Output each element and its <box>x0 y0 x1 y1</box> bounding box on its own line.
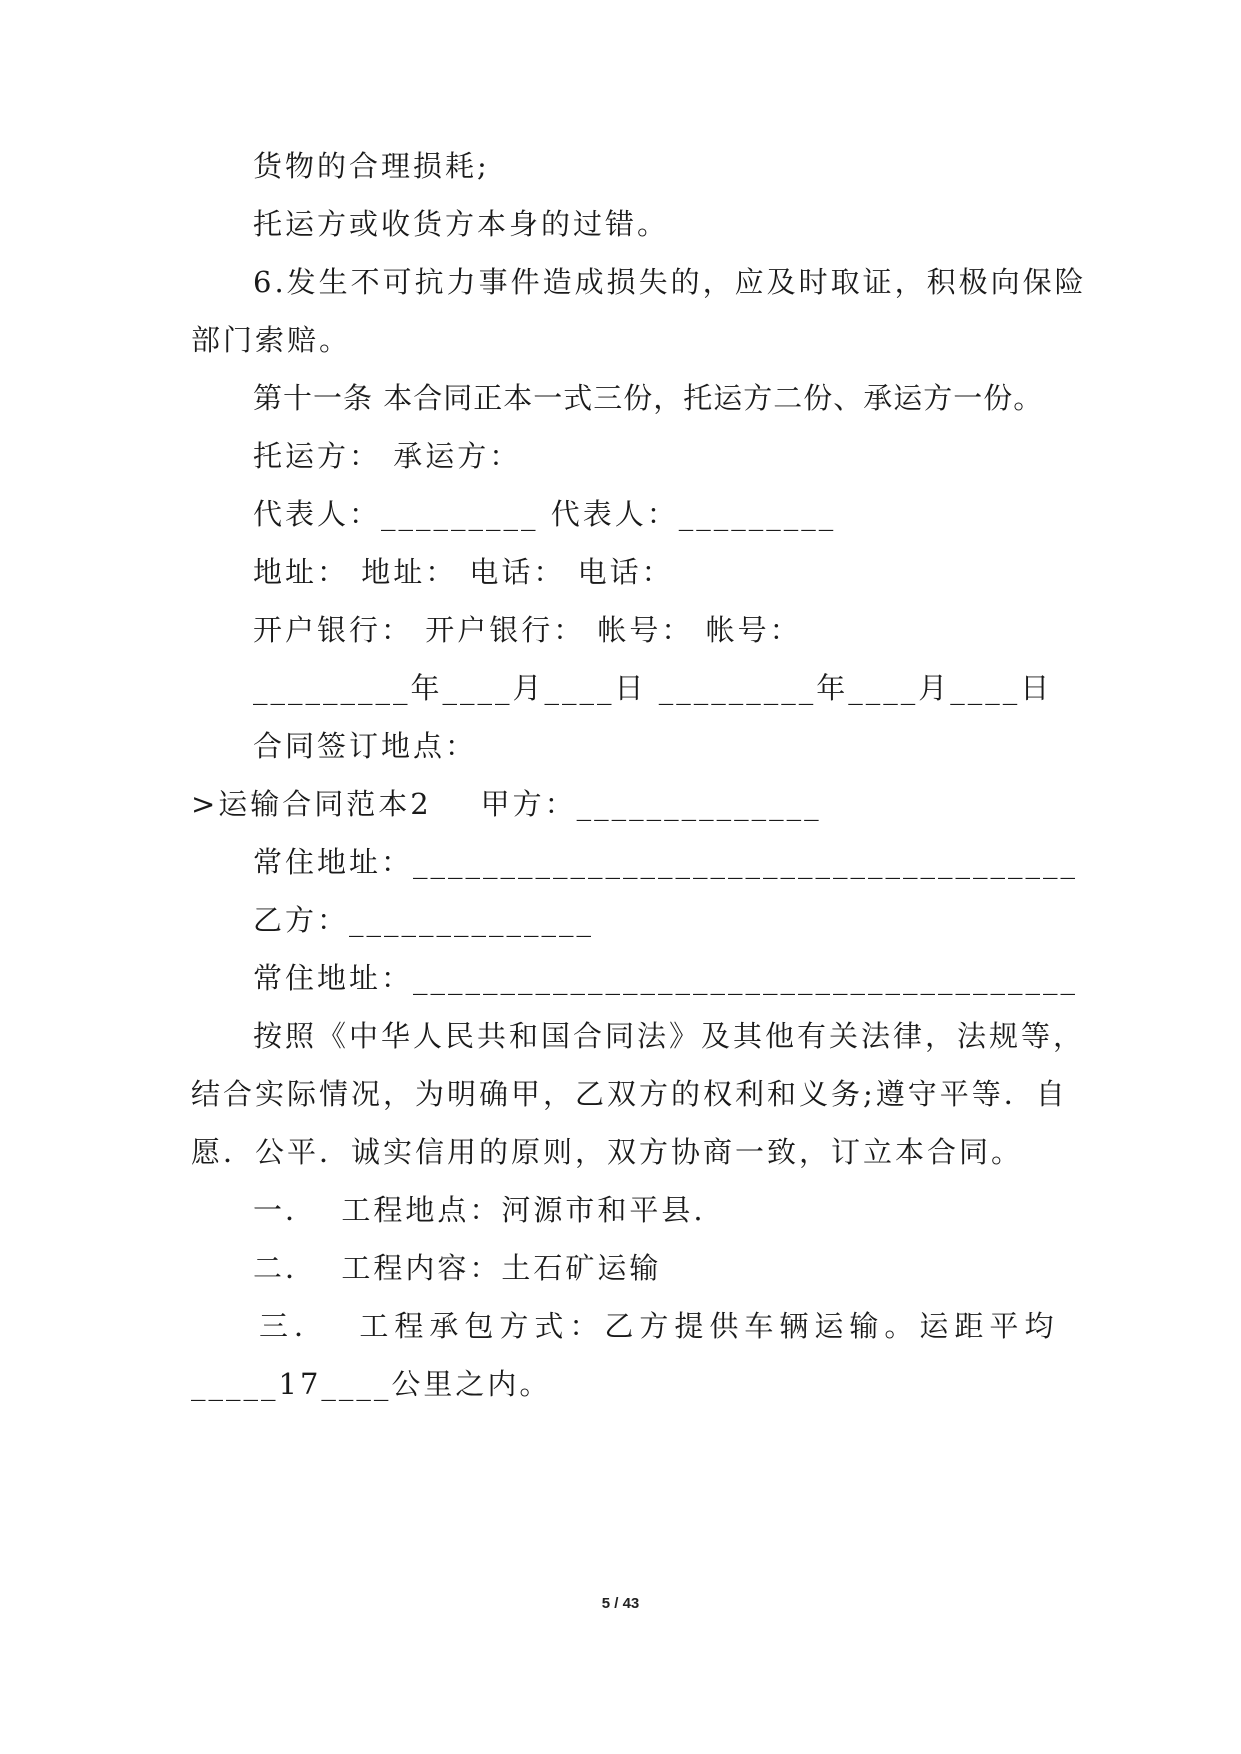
page-number: 5 / 43 <box>601 1595 640 1612</box>
text-line: 地址： 地址： 电话： 电话： <box>253 555 674 589</box>
text-line: 托运方或收货方本身的过错。 <box>253 207 670 241</box>
text-line: 常住地址：______________________________________ <box>253 845 1079 879</box>
text-line: 常住地址：______________________________________ <box>253 961 1079 995</box>
text-line: _____17____公里之内。 <box>191 1367 552 1401</box>
text-line: 结合实际情况，为明确甲，乙双方的权利和义务;遵守平等．自 <box>191 1077 1068 1111</box>
text-line: 第十一条 本合同正本一式三份，托运方二份、承运方一份。 <box>253 381 1044 415</box>
section-heading: >运输合同范本2 甲方：______________ <box>191 787 822 821</box>
date-line: _________年____月____日 _________年____月____日 <box>253 671 1053 705</box>
text-line: 部门索赔。 <box>191 323 352 357</box>
text-line: 愿．公平．诚实信用的原则，双方协商一致，订立本合同。 <box>191 1135 1024 1169</box>
text-line: 代表人：_________ 代表人：_________ <box>253 497 837 531</box>
text-line: 按照《中华人民共和国合同法》及其他有关法律，法规等， <box>253 1019 1086 1053</box>
text-line: 合同签订地点： <box>253 729 478 763</box>
text-line: 乙方：______________ <box>253 903 595 937</box>
text-line: 一． 工程地点：河源市和平县. <box>253 1193 706 1227</box>
text-line: 开户银行： 开户银行： 帐号： 帐号： <box>253 613 802 647</box>
text-line: 6.发生不可抗力事件造成损失的，应及时取证，积极向保险 <box>253 265 1087 299</box>
text-line: 货物的合理损耗; <box>253 149 490 183</box>
text-line: 托运方： 承运方： <box>253 439 522 473</box>
text-line: 二． 工程内容：土石矿运输 <box>253 1251 662 1285</box>
text-line: 三． 工程承包方式：乙方提供车辆运输。运距平均 <box>259 1309 1060 1343</box>
